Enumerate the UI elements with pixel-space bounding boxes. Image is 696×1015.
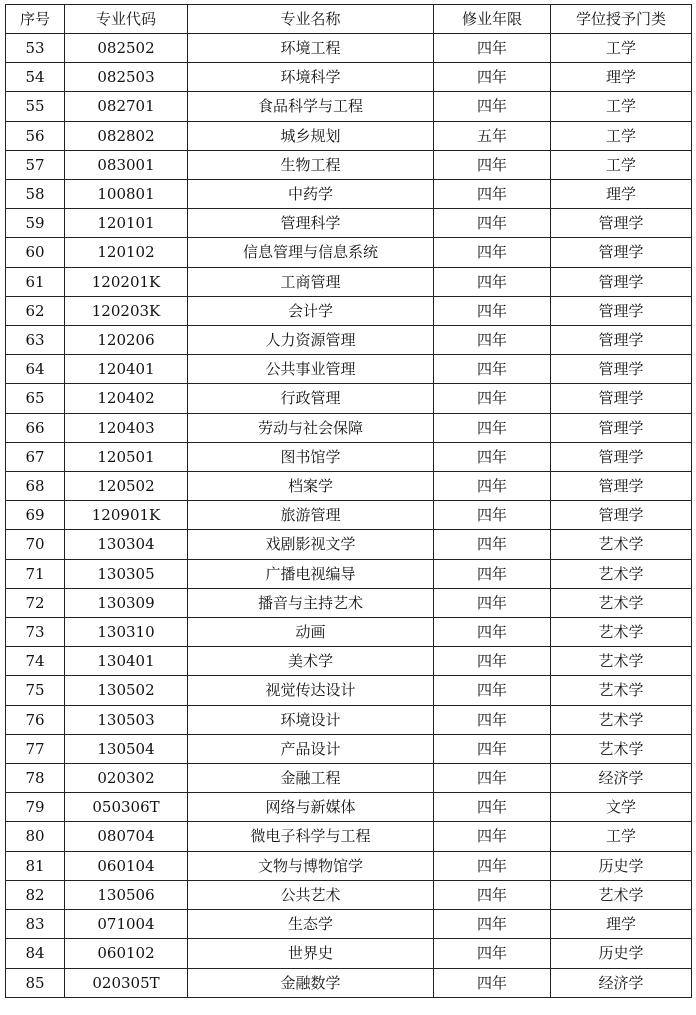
cell-study-duration: 四年 (434, 764, 551, 793)
cell-study-duration: 四年 (434, 501, 551, 530)
table-row (6, 238, 692, 267)
cell-major-name: 播音与主持艺术 (188, 588, 434, 617)
cell-serial-number: 58 (6, 180, 65, 209)
cell-major-name: 产品设计 (188, 734, 434, 763)
cell-study-duration: 四年 (434, 34, 551, 63)
cell-major-code: 130309 (65, 588, 188, 617)
table-row (6, 150, 692, 179)
cell-serial-number: 67 (6, 442, 65, 471)
cell-serial-number: 68 (6, 472, 65, 501)
cell-study-duration: 四年 (434, 180, 551, 209)
cell-degree-category: 经济学 (551, 968, 692, 997)
cell-degree-category: 艺术学 (551, 647, 692, 676)
cell-degree-category: 管理学 (551, 267, 692, 296)
cell-degree-category: 管理学 (551, 384, 692, 413)
cell-study-duration: 四年 (434, 413, 551, 442)
table-row (6, 472, 692, 501)
table-row (6, 647, 692, 676)
cell-serial-number: 60 (6, 238, 65, 267)
table-row (6, 326, 692, 355)
cell-major-code: 120901K (65, 501, 188, 530)
cell-serial-number: 54 (6, 63, 65, 92)
cell-major-code: 130506 (65, 880, 188, 909)
table-row (6, 355, 692, 384)
table-row (6, 559, 692, 588)
cell-degree-category: 工学 (551, 150, 692, 179)
cell-major-name: 图书馆学 (188, 442, 434, 471)
cell-major-name: 劳动与社会保障 (188, 413, 434, 442)
table-row (6, 296, 692, 325)
cell-degree-category: 管理学 (551, 326, 692, 355)
table-row (6, 822, 692, 851)
cell-degree-category: 工学 (551, 121, 692, 150)
cell-serial-number: 65 (6, 384, 65, 413)
header-degree-category: 学位授予门类 (551, 5, 692, 34)
cell-major-name: 管理科学 (188, 209, 434, 238)
table-row (6, 413, 692, 442)
cell-degree-category: 艺术学 (551, 530, 692, 559)
table-row (6, 267, 692, 296)
cell-major-code: 020305T (65, 968, 188, 997)
cell-degree-category: 艺术学 (551, 705, 692, 734)
cell-serial-number: 81 (6, 851, 65, 880)
cell-major-code: 120401 (65, 355, 188, 384)
table-row (6, 880, 692, 909)
cell-major-code: 050306T (65, 793, 188, 822)
cell-major-name: 生物工程 (188, 150, 434, 179)
cell-degree-category: 理学 (551, 910, 692, 939)
cell-major-code: 060102 (65, 939, 188, 968)
cell-major-name: 世界史 (188, 939, 434, 968)
cell-degree-category: 艺术学 (551, 880, 692, 909)
cell-study-duration: 四年 (434, 63, 551, 92)
cell-major-name: 工商管理 (188, 267, 434, 296)
cell-major-code: 120403 (65, 413, 188, 442)
cell-serial-number: 73 (6, 618, 65, 647)
majors-table (5, 4, 692, 998)
cell-degree-category: 工学 (551, 822, 692, 851)
cell-major-code: 130310 (65, 618, 188, 647)
cell-serial-number: 59 (6, 209, 65, 238)
cell-study-duration: 四年 (434, 472, 551, 501)
cell-serial-number: 71 (6, 559, 65, 588)
table-row (6, 734, 692, 763)
cell-major-name: 环境科学 (188, 63, 434, 92)
table-row (6, 209, 692, 238)
cell-serial-number: 78 (6, 764, 65, 793)
cell-major-name: 会计学 (188, 296, 434, 325)
cell-serial-number: 74 (6, 647, 65, 676)
cell-study-duration: 四年 (434, 647, 551, 676)
header-row (6, 5, 692, 34)
cell-major-name: 信息管理与信息系统 (188, 238, 434, 267)
cell-degree-category: 艺术学 (551, 559, 692, 588)
cell-degree-category: 历史学 (551, 851, 692, 880)
table-row (6, 968, 692, 997)
table-row (6, 588, 692, 617)
cell-study-duration: 四年 (434, 530, 551, 559)
table-row (6, 910, 692, 939)
cell-major-name: 中药学 (188, 180, 434, 209)
cell-major-code: 083001 (65, 150, 188, 179)
cell-degree-category: 文学 (551, 793, 692, 822)
table-row (6, 764, 692, 793)
cell-degree-category: 管理学 (551, 296, 692, 325)
cell-major-code: 071004 (65, 910, 188, 939)
cell-study-duration: 四年 (434, 559, 551, 588)
table-row (6, 676, 692, 705)
cell-major-code: 130305 (65, 559, 188, 588)
cell-study-duration: 五年 (434, 121, 551, 150)
cell-major-name: 城乡规划 (188, 121, 434, 150)
cell-serial-number: 70 (6, 530, 65, 559)
cell-major-name: 视觉传达设计 (188, 676, 434, 705)
table-row (6, 92, 692, 121)
cell-serial-number: 66 (6, 413, 65, 442)
table-header (6, 5, 692, 34)
table-row (6, 180, 692, 209)
cell-degree-category: 工学 (551, 34, 692, 63)
cell-degree-category: 管理学 (551, 501, 692, 530)
cell-major-name: 网络与新媒体 (188, 793, 434, 822)
cell-serial-number: 62 (6, 296, 65, 325)
cell-serial-number: 79 (6, 793, 65, 822)
cell-major-name: 食品科学与工程 (188, 92, 434, 121)
cell-major-name: 公共事业管理 (188, 355, 434, 384)
cell-study-duration: 四年 (434, 92, 551, 121)
cell-major-name: 环境工程 (188, 34, 434, 63)
cell-study-duration: 四年 (434, 588, 551, 617)
cell-major-name: 金融数学 (188, 968, 434, 997)
cell-serial-number: 80 (6, 822, 65, 851)
table-row (6, 34, 692, 63)
cell-study-duration: 四年 (434, 384, 551, 413)
table-row (6, 939, 692, 968)
table-row (6, 851, 692, 880)
cell-major-name: 动画 (188, 618, 434, 647)
cell-serial-number: 64 (6, 355, 65, 384)
cell-major-code: 100801 (65, 180, 188, 209)
cell-major-code: 120101 (65, 209, 188, 238)
cell-serial-number: 75 (6, 676, 65, 705)
cell-major-name: 行政管理 (188, 384, 434, 413)
cell-major-code: 130503 (65, 705, 188, 734)
cell-degree-category: 历史学 (551, 939, 692, 968)
cell-major-name: 文物与博物馆学 (188, 851, 434, 880)
cell-study-duration: 四年 (434, 705, 551, 734)
header-major-code: 专业代码 (65, 5, 188, 34)
cell-study-duration: 四年 (434, 676, 551, 705)
cell-serial-number: 69 (6, 501, 65, 530)
cell-major-code: 120502 (65, 472, 188, 501)
cell-serial-number: 83 (6, 910, 65, 939)
header-serial-number: 序号 (6, 5, 65, 34)
cell-degree-category: 艺术学 (551, 588, 692, 617)
cell-major-name: 广播电视编导 (188, 559, 434, 588)
cell-serial-number: 55 (6, 92, 65, 121)
cell-study-duration: 四年 (434, 618, 551, 647)
cell-study-duration: 四年 (434, 355, 551, 384)
cell-study-duration: 四年 (434, 442, 551, 471)
cell-study-duration: 四年 (434, 209, 551, 238)
cell-degree-category: 管理学 (551, 472, 692, 501)
cell-major-code: 082802 (65, 121, 188, 150)
cell-study-duration: 四年 (434, 150, 551, 179)
header-major-name: 专业名称 (188, 5, 434, 34)
cell-degree-category: 艺术学 (551, 676, 692, 705)
cell-serial-number: 61 (6, 267, 65, 296)
cell-major-name: 环境设计 (188, 705, 434, 734)
cell-major-code: 120201K (65, 267, 188, 296)
cell-major-code: 060104 (65, 851, 188, 880)
table-body (6, 34, 692, 998)
cell-major-code: 120206 (65, 326, 188, 355)
cell-study-duration: 四年 (434, 880, 551, 909)
cell-major-name: 美术学 (188, 647, 434, 676)
cell-degree-category: 艺术学 (551, 618, 692, 647)
cell-major-code: 080704 (65, 822, 188, 851)
header-study-duration: 修业年限 (434, 5, 551, 34)
table-row (6, 705, 692, 734)
cell-degree-category: 经济学 (551, 764, 692, 793)
cell-degree-category: 工学 (551, 92, 692, 121)
cell-major-name: 戏剧影视文学 (188, 530, 434, 559)
cell-major-code: 082701 (65, 92, 188, 121)
cell-major-code: 120501 (65, 442, 188, 471)
cell-serial-number: 63 (6, 326, 65, 355)
cell-study-duration: 四年 (434, 326, 551, 355)
cell-study-duration: 四年 (434, 734, 551, 763)
cell-serial-number: 53 (6, 34, 65, 63)
table-row (6, 793, 692, 822)
cell-degree-category: 管理学 (551, 209, 692, 238)
cell-serial-number: 72 (6, 588, 65, 617)
table-row (6, 121, 692, 150)
cell-serial-number: 84 (6, 939, 65, 968)
cell-study-duration: 四年 (434, 910, 551, 939)
cell-serial-number: 85 (6, 968, 65, 997)
cell-degree-category: 管理学 (551, 238, 692, 267)
table-row (6, 530, 692, 559)
table-row (6, 442, 692, 471)
cell-serial-number: 56 (6, 121, 65, 150)
cell-study-duration: 四年 (434, 968, 551, 997)
cell-study-duration: 四年 (434, 267, 551, 296)
cell-degree-category: 管理学 (551, 413, 692, 442)
cell-study-duration: 四年 (434, 793, 551, 822)
table-row (6, 63, 692, 92)
cell-serial-number: 77 (6, 734, 65, 763)
cell-study-duration: 四年 (434, 939, 551, 968)
cell-major-code: 082502 (65, 34, 188, 63)
cell-serial-number: 76 (6, 705, 65, 734)
cell-major-code: 120402 (65, 384, 188, 413)
cell-degree-category: 理学 (551, 180, 692, 209)
cell-major-name: 旅游管理 (188, 501, 434, 530)
cell-major-code: 120203K (65, 296, 188, 325)
cell-major-name: 微电子科学与工程 (188, 822, 434, 851)
cell-study-duration: 四年 (434, 851, 551, 880)
table-row (6, 384, 692, 413)
cell-major-name: 人力资源管理 (188, 326, 434, 355)
cell-major-code: 130502 (65, 676, 188, 705)
cell-degree-category: 管理学 (551, 442, 692, 471)
cell-major-code: 120102 (65, 238, 188, 267)
cell-major-name: 生态学 (188, 910, 434, 939)
cell-major-name: 档案学 (188, 472, 434, 501)
cell-degree-category: 艺术学 (551, 734, 692, 763)
table-row (6, 618, 692, 647)
cell-major-code: 082503 (65, 63, 188, 92)
cell-study-duration: 四年 (434, 822, 551, 851)
cell-study-duration: 四年 (434, 238, 551, 267)
cell-serial-number: 82 (6, 880, 65, 909)
cell-degree-category: 管理学 (551, 355, 692, 384)
cell-major-code: 130504 (65, 734, 188, 763)
cell-study-duration: 四年 (434, 296, 551, 325)
table-row (6, 501, 692, 530)
cell-serial-number: 57 (6, 150, 65, 179)
cell-degree-category: 理学 (551, 63, 692, 92)
cell-major-name: 公共艺术 (188, 880, 434, 909)
cell-major-name: 金融工程 (188, 764, 434, 793)
cell-major-code: 020302 (65, 764, 188, 793)
cell-major-code: 130304 (65, 530, 188, 559)
cell-major-code: 130401 (65, 647, 188, 676)
